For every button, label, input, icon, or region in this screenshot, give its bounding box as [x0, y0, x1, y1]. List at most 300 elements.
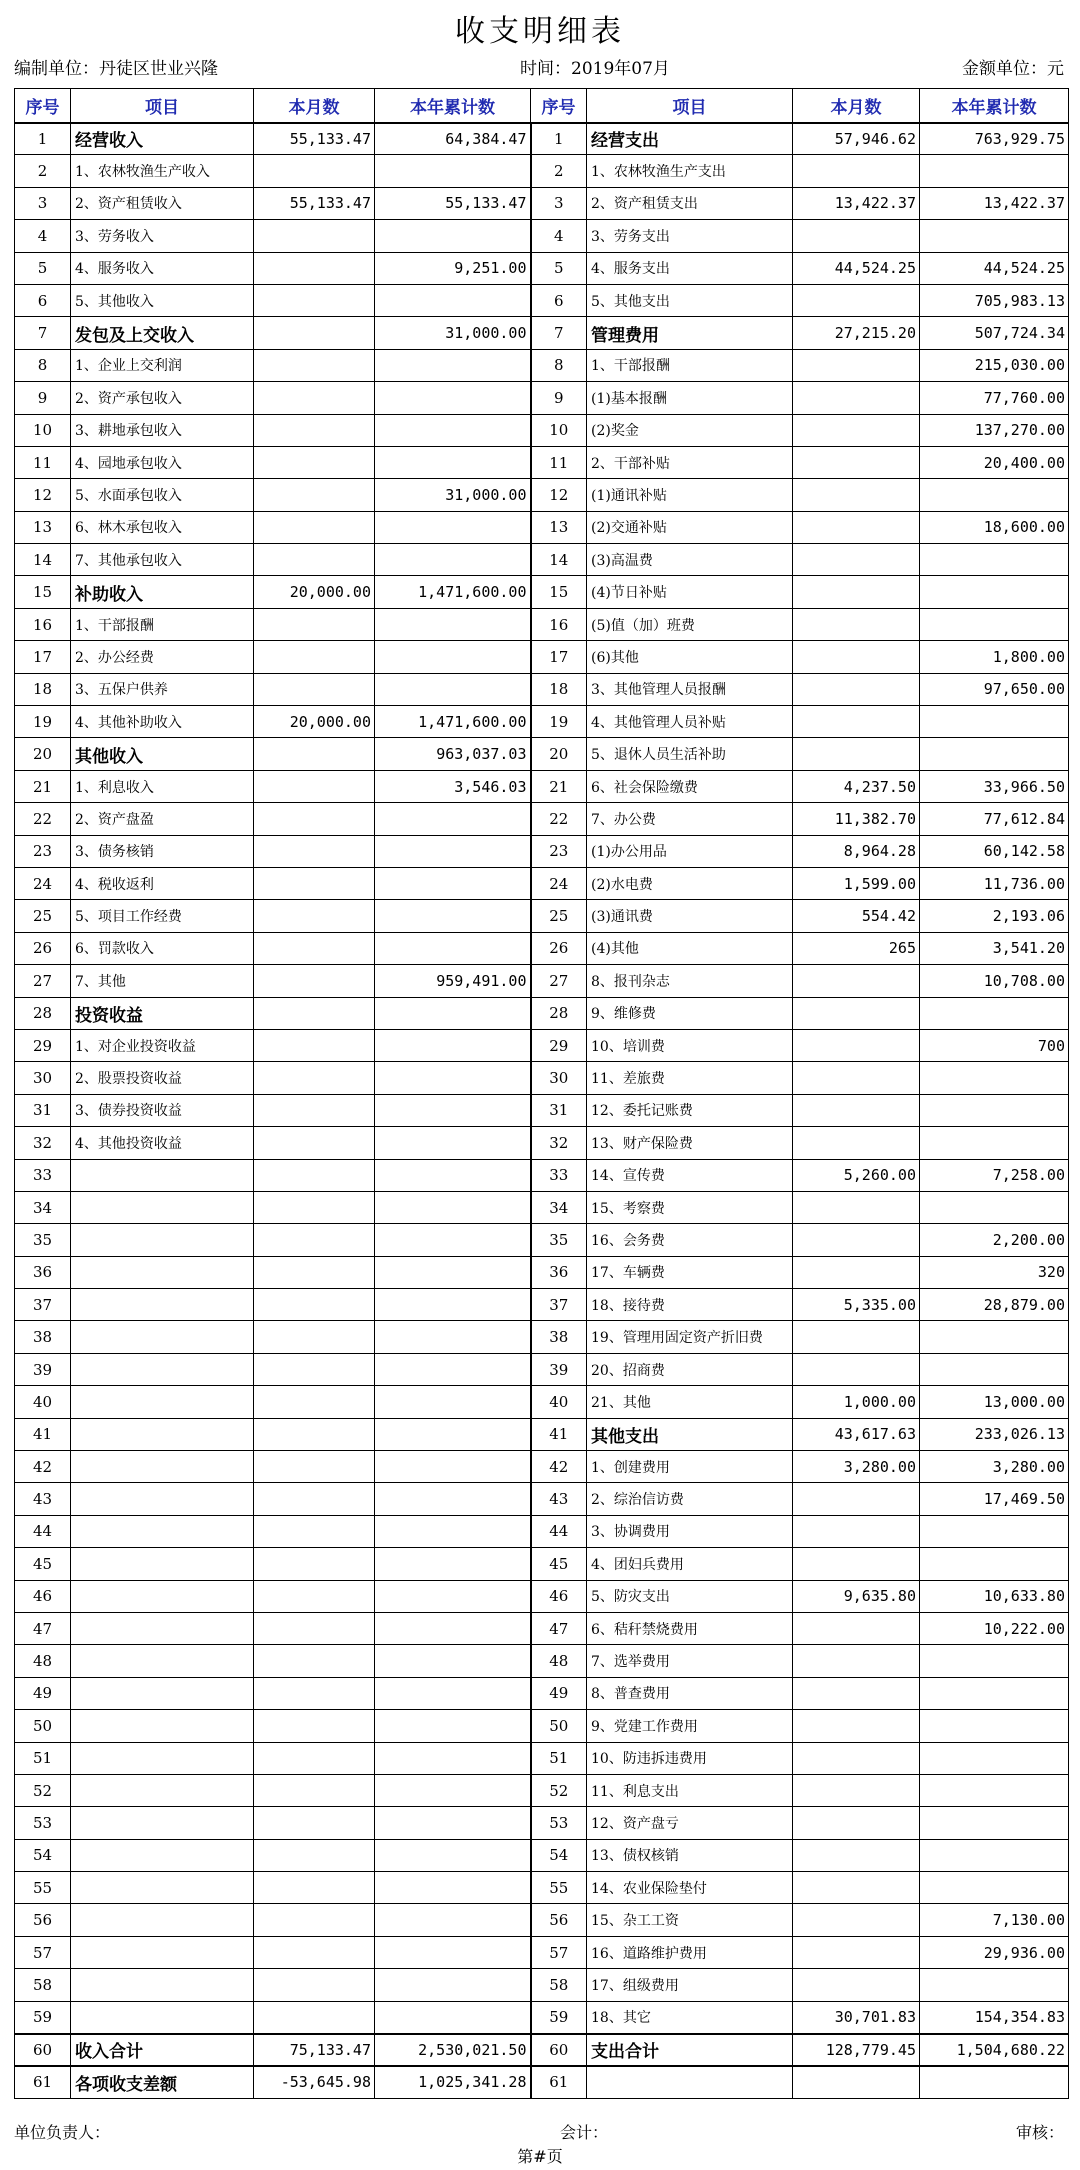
- item-right: (6)其他: [587, 641, 793, 673]
- row-number-right: 3: [531, 187, 587, 219]
- month-amount-left: [254, 414, 375, 446]
- month-amount-left: [254, 738, 375, 770]
- item-left: 3、耕地承包收入: [71, 414, 254, 446]
- month-amount-right: [793, 220, 920, 252]
- month-amount-left: [254, 1612, 375, 1644]
- row-number-left: 41: [15, 1418, 71, 1450]
- reviewer-label: 审核：: [1015, 2123, 1064, 2142]
- month-amount-left: [254, 1127, 375, 1159]
- table-row: [15, 1580, 1069, 1612]
- ytd-amount-left: 963,037.03: [375, 738, 531, 770]
- item-left: [71, 1159, 254, 1191]
- ytd-amount-right: 10,633.80: [920, 1580, 1069, 1612]
- item-left: 4、园地承包收入: [71, 446, 254, 478]
- row-number-right: 41: [531, 1418, 587, 1450]
- item-left: [71, 1191, 254, 1223]
- col-header-right-month: 本月数: [793, 89, 920, 123]
- table-row: [15, 349, 1069, 381]
- ytd-amount-right: [920, 155, 1069, 187]
- month-amount-left: [254, 1483, 375, 1515]
- row-number-right: 22: [531, 803, 587, 835]
- month-amount-right: [793, 1710, 920, 1742]
- item-left: 4、服务收入: [71, 252, 254, 284]
- row-number-right: 7: [531, 317, 587, 349]
- month-amount-right: [793, 1872, 920, 1904]
- item-right: 15、考察费: [587, 1191, 793, 1223]
- item-left: 5、项目工作经费: [71, 900, 254, 932]
- item-left: 2、股票投资收益: [71, 1062, 254, 1094]
- row-number-right: 14: [531, 544, 587, 576]
- ytd-amount-right: [920, 1774, 1069, 1806]
- month-amount-right: 57,946.62: [793, 123, 920, 155]
- col-header-left-ytd: 本年累计数: [375, 89, 531, 123]
- month-amount-right: [793, 1677, 920, 1709]
- month-amount-left: [254, 382, 375, 414]
- table-row: [15, 1289, 1069, 1321]
- item-right: 18、其它: [587, 2001, 793, 2033]
- item-left: 3、五保户供养: [71, 673, 254, 705]
- item-left: [71, 1645, 254, 1677]
- ytd-amount-left: [375, 1451, 531, 1483]
- item-left: [71, 1418, 254, 1450]
- row-number-left: 60: [15, 2034, 71, 2066]
- row-number-right: 32: [531, 1127, 587, 1159]
- row-number-right: 36: [531, 1256, 587, 1288]
- row-number-left: 35: [15, 1224, 71, 1256]
- item-right: 10、防违拆违费用: [587, 1742, 793, 1774]
- item-right: 2、综治信访费: [587, 1483, 793, 1515]
- row-number-right: 8: [531, 349, 587, 381]
- ytd-amount-left: 1,025,341.28: [375, 2066, 531, 2098]
- table-row: [15, 1418, 1069, 1450]
- ytd-amount-right: 705,983.13: [920, 284, 1069, 316]
- ytd-amount-left: [375, 1839, 531, 1871]
- table-row: [15, 446, 1069, 478]
- month-amount-right: [793, 1612, 920, 1644]
- month-amount-left: [254, 252, 375, 284]
- ytd-amount-right: 3,280.00: [920, 1451, 1069, 1483]
- row-number-left: 54: [15, 1839, 71, 1871]
- month-amount-right: [793, 608, 920, 640]
- row-number-right: 51: [531, 1742, 587, 1774]
- item-right: (1)办公用品: [587, 835, 793, 867]
- row-number-left: 3: [15, 187, 71, 219]
- ytd-amount-left: [375, 1256, 531, 1288]
- item-left: [71, 1710, 254, 1742]
- ytd-amount-right: [920, 1127, 1069, 1159]
- row-number-left: 37: [15, 1289, 71, 1321]
- ytd-amount-right: [920, 2066, 1069, 2098]
- item-right: 6、秸秆禁烧费用: [587, 1612, 793, 1644]
- table-row: [15, 511, 1069, 543]
- row-number-right: 38: [531, 1321, 587, 1353]
- month-amount-left: [254, 1580, 375, 1612]
- item-right: 11、差旅费: [587, 1062, 793, 1094]
- month-amount-left: [254, 544, 375, 576]
- table-row: [15, 317, 1069, 349]
- month-amount-left: [254, 479, 375, 511]
- ytd-amount-right: [920, 1677, 1069, 1709]
- item-left: [71, 1677, 254, 1709]
- row-number-left: 34: [15, 1191, 71, 1223]
- table-row: [15, 220, 1069, 252]
- row-number-left: 6: [15, 284, 71, 316]
- row-number-right: 61: [531, 2066, 587, 2098]
- table-row: [15, 770, 1069, 802]
- ytd-amount-right: 97,650.00: [920, 673, 1069, 705]
- row-number-left: 5: [15, 252, 71, 284]
- month-amount-left: [254, 1029, 375, 1061]
- ytd-amount-left: 9,251.00: [375, 252, 531, 284]
- row-number-right: 43: [531, 1483, 587, 1515]
- month-amount-right: [793, 1483, 920, 1515]
- month-amount-right: 30,701.83: [793, 2001, 920, 2033]
- row-number-left: 33: [15, 1159, 71, 1191]
- table-row: [15, 1256, 1069, 1288]
- item-right: 5、防灾支出: [587, 1580, 793, 1612]
- month-amount-left: [254, 1062, 375, 1094]
- ytd-amount-right: [920, 738, 1069, 770]
- month-amount-right: [793, 1127, 920, 1159]
- month-amount-left: [254, 641, 375, 673]
- row-number-right: 49: [531, 1677, 587, 1709]
- row-number-right: 29: [531, 1029, 587, 1061]
- ytd-amount-right: [920, 1742, 1069, 1774]
- row-number-left: 57: [15, 1936, 71, 1968]
- month-amount-left: [254, 1872, 375, 1904]
- item-left: 补助收入: [71, 576, 254, 608]
- item-right: 8、普查费用: [587, 1677, 793, 1709]
- ytd-amount-right: [920, 1645, 1069, 1677]
- month-amount-left: [254, 770, 375, 802]
- month-amount-left: [254, 1321, 375, 1353]
- row-number-left: 45: [15, 1548, 71, 1580]
- month-amount-right: [793, 1742, 920, 1774]
- item-right: 4、其他管理人员补贴: [587, 706, 793, 738]
- row-number-right: 16: [531, 608, 587, 640]
- ytd-amount-left: 31,000.00: [375, 317, 531, 349]
- month-amount-left: [254, 2001, 375, 2033]
- row-number-left: 49: [15, 1677, 71, 1709]
- item-right: (1)通讯补贴: [587, 479, 793, 511]
- item-left: 4、其他投资收益: [71, 1127, 254, 1159]
- table-row: [15, 1872, 1069, 1904]
- month-amount-left: [254, 1774, 375, 1806]
- month-amount-left: [254, 608, 375, 640]
- table-row: [15, 2001, 1069, 2033]
- ytd-amount-left: 2,530,021.50: [375, 2034, 531, 2066]
- ytd-amount-left: [375, 284, 531, 316]
- table-row: [15, 1483, 1069, 1515]
- ytd-amount-right: 154,354.83: [920, 2001, 1069, 2033]
- item-left: 1、利息收入: [71, 770, 254, 802]
- ytd-amount-left: [375, 1969, 531, 2001]
- row-number-left: 50: [15, 1710, 71, 1742]
- ytd-amount-right: [920, 1807, 1069, 1839]
- item-right: (1)基本报酬: [587, 382, 793, 414]
- item-right: 12、委托记账费: [587, 1094, 793, 1126]
- ytd-amount-left: [375, 155, 531, 187]
- row-number-left: 43: [15, 1483, 71, 1515]
- item-left: 7、其他承包收入: [71, 544, 254, 576]
- row-number-left: 42: [15, 1451, 71, 1483]
- page-number: 第#页: [517, 2147, 563, 2166]
- col-header-right-ytd: 本年累计数: [920, 89, 1069, 123]
- ytd-amount-right: 28,879.00: [920, 1289, 1069, 1321]
- month-amount-right: [793, 349, 920, 381]
- item-right: 21、其他: [587, 1386, 793, 1418]
- item-right: 4、团妇兵费用: [587, 1548, 793, 1580]
- table-row: [15, 1742, 1069, 1774]
- month-amount-right: [793, 997, 920, 1029]
- ytd-amount-right: [920, 997, 1069, 1029]
- row-number-left: 32: [15, 1127, 71, 1159]
- ytd-amount-left: [375, 1062, 531, 1094]
- ytd-amount-right: [920, 608, 1069, 640]
- item-right: 14、农业保险垫付: [587, 1872, 793, 1904]
- row-number-right: 45: [531, 1548, 587, 1580]
- table-row: [15, 835, 1069, 867]
- ytd-amount-right: 17,469.50: [920, 1483, 1069, 1515]
- ytd-amount-right: [920, 1062, 1069, 1094]
- month-amount-right: [793, 641, 920, 673]
- month-amount-right: 4,237.50: [793, 770, 920, 802]
- row-number-right: 15: [531, 576, 587, 608]
- item-right: 其他支出: [587, 1418, 793, 1450]
- row-number-left: 38: [15, 1321, 71, 1353]
- row-number-right: 13: [531, 511, 587, 543]
- table-row: [15, 1515, 1069, 1547]
- item-left: 1、企业上交利润: [71, 349, 254, 381]
- row-number-right: 34: [531, 1191, 587, 1223]
- month-amount-right: [793, 1256, 920, 1288]
- month-amount-right: [793, 1353, 920, 1385]
- ytd-amount-right: [920, 1515, 1069, 1547]
- ytd-amount-left: [375, 932, 531, 964]
- responsible-label: 单位负责人：: [14, 2123, 111, 2142]
- item-left: [71, 1839, 254, 1871]
- ytd-amount-right: [920, 1191, 1069, 1223]
- table-row: [15, 1807, 1069, 1839]
- ytd-amount-left: [375, 1774, 531, 1806]
- ytd-amount-right: 44,524.25: [920, 252, 1069, 284]
- ytd-amount-right: [920, 1094, 1069, 1126]
- row-number-right: 50: [531, 1710, 587, 1742]
- ytd-amount-right: [920, 479, 1069, 511]
- item-right: 2、资产租赁支出: [587, 187, 793, 219]
- ytd-amount-right: 7,130.00: [920, 1904, 1069, 1936]
- row-number-left: 13: [15, 511, 71, 543]
- item-right: 2、干部补贴: [587, 446, 793, 478]
- month-amount-right: [793, 1645, 920, 1677]
- month-amount-right: 265: [793, 932, 920, 964]
- month-amount-right: 5,335.00: [793, 1289, 920, 1321]
- ytd-amount-right: [920, 706, 1069, 738]
- month-amount-right: [793, 2066, 920, 2098]
- table-row: [15, 1321, 1069, 1353]
- ytd-amount-right: 13,000.00: [920, 1386, 1069, 1418]
- month-amount-left: [254, 1936, 375, 1968]
- month-amount-right: 3,280.00: [793, 1451, 920, 1483]
- ytd-amount-left: [375, 1710, 531, 1742]
- month-amount-right: [793, 284, 920, 316]
- row-number-left: 8: [15, 349, 71, 381]
- ytd-amount-left: [375, 900, 531, 932]
- ytd-amount-right: [920, 1353, 1069, 1385]
- table-row: [15, 1386, 1069, 1418]
- row-number-left: 58: [15, 1969, 71, 2001]
- row-number-right: 60: [531, 2034, 587, 2066]
- ytd-amount-right: [920, 1321, 1069, 1353]
- row-number-right: 21: [531, 770, 587, 802]
- ytd-amount-right: 700: [920, 1029, 1069, 1061]
- item-right: 14、宣传费: [587, 1159, 793, 1191]
- item-right: 7、选举费用: [587, 1645, 793, 1677]
- month-amount-right: [793, 382, 920, 414]
- row-number-right: 42: [531, 1451, 587, 1483]
- item-right: 19、管理用固定资产折旧费: [587, 1321, 793, 1353]
- month-amount-left: [254, 1289, 375, 1321]
- row-number-right: 35: [531, 1224, 587, 1256]
- item-right: 3、其他管理人员报酬: [587, 673, 793, 705]
- item-left: 5、水面承包收入: [71, 479, 254, 511]
- row-number-right: 30: [531, 1062, 587, 1094]
- month-amount-left: [254, 1969, 375, 2001]
- month-amount-left: [254, 965, 375, 997]
- row-number-left: 10: [15, 414, 71, 446]
- row-number-left: 7: [15, 317, 71, 349]
- month-amount-right: [793, 1839, 920, 1871]
- row-number-right: 4: [531, 220, 587, 252]
- ytd-amount-left: [375, 1386, 531, 1418]
- table-row: [15, 1677, 1069, 1709]
- month-amount-right: 9,635.80: [793, 1580, 920, 1612]
- row-number-left: 18: [15, 673, 71, 705]
- item-left: 4、税收返利: [71, 867, 254, 899]
- month-amount-right: [793, 965, 920, 997]
- row-number-right: 59: [531, 2001, 587, 2033]
- item-right: (4)其他: [587, 932, 793, 964]
- row-number-right: 20: [531, 738, 587, 770]
- month-amount-right: [793, 1904, 920, 1936]
- row-number-right: 52: [531, 1774, 587, 1806]
- item-left: [71, 2001, 254, 2033]
- item-right: 9、维修费: [587, 997, 793, 1029]
- ytd-amount-right: 20,400.00: [920, 446, 1069, 478]
- ytd-amount-left: [375, 997, 531, 1029]
- item-left: 其他收入: [71, 738, 254, 770]
- month-amount-left: [254, 997, 375, 1029]
- item-left: [71, 1936, 254, 1968]
- row-number-left: 26: [15, 932, 71, 964]
- month-amount-left: [254, 803, 375, 835]
- row-number-right: 58: [531, 1969, 587, 2001]
- item-right: 5、退休人员生活补助: [587, 738, 793, 770]
- month-amount-right: [793, 673, 920, 705]
- table-row: [15, 252, 1069, 284]
- col-header-left-no: 序号: [15, 89, 71, 123]
- ytd-amount-left: [375, 1418, 531, 1450]
- table-row: [15, 641, 1069, 673]
- month-amount-left: [254, 1677, 375, 1709]
- month-amount-right: 43,617.63: [793, 1418, 920, 1450]
- month-amount-right: [793, 1094, 920, 1126]
- row-number-right: 54: [531, 1839, 587, 1871]
- item-left: [71, 1742, 254, 1774]
- table-row: [15, 1353, 1069, 1385]
- month-amount-left: [254, 1904, 375, 1936]
- month-amount-right: [793, 1774, 920, 1806]
- month-amount-left: [254, 1710, 375, 1742]
- ytd-amount-left: [375, 1483, 531, 1515]
- row-number-right: 12: [531, 479, 587, 511]
- ytd-amount-right: 11,736.00: [920, 867, 1069, 899]
- ytd-amount-left: [375, 1677, 531, 1709]
- row-number-right: 37: [531, 1289, 587, 1321]
- row-number-left: 11: [15, 446, 71, 478]
- ytd-amount-left: [375, 641, 531, 673]
- table-row: [15, 544, 1069, 576]
- month-amount-left: [254, 1256, 375, 1288]
- item-right: 7、办公费: [587, 803, 793, 835]
- ytd-amount-left: [375, 544, 531, 576]
- item-right: 5、其他支出: [587, 284, 793, 316]
- month-amount-left: [254, 1224, 375, 1256]
- table-row: [15, 900, 1069, 932]
- row-number-left: 48: [15, 1645, 71, 1677]
- item-right: (2)交通补贴: [587, 511, 793, 543]
- month-amount-right: 11,382.70: [793, 803, 920, 835]
- item-right: 8、报刊杂志: [587, 965, 793, 997]
- ytd-amount-left: [375, 1094, 531, 1126]
- item-left: [71, 1224, 254, 1256]
- row-number-right: 33: [531, 1159, 587, 1191]
- item-right: [587, 2066, 793, 2098]
- item-left: [71, 1386, 254, 1418]
- item-left: 发包及上交收入: [71, 317, 254, 349]
- row-number-left: 47: [15, 1612, 71, 1644]
- month-amount-left: 20,000.00: [254, 576, 375, 608]
- table-row: [15, 2034, 1069, 2066]
- table-row: [15, 1127, 1069, 1159]
- item-left: 3、劳务收入: [71, 220, 254, 252]
- item-left: 4、其他补助收入: [71, 706, 254, 738]
- row-number-right: 39: [531, 1353, 587, 1385]
- table-row: [15, 1548, 1069, 1580]
- ytd-amount-left: [375, 1515, 531, 1547]
- item-left: [71, 1548, 254, 1580]
- row-number-right: 2: [531, 155, 587, 187]
- item-left: 1、对企业投资收益: [71, 1029, 254, 1061]
- month-amount-left: [254, 511, 375, 543]
- month-amount-left: [254, 155, 375, 187]
- table-row: [15, 706, 1069, 738]
- month-amount-left: [254, 1451, 375, 1483]
- month-amount-left: [254, 284, 375, 316]
- table-row: [15, 803, 1069, 835]
- row-number-right: 31: [531, 1094, 587, 1126]
- item-left: [71, 1321, 254, 1353]
- row-number-right: 17: [531, 641, 587, 673]
- month-amount-right: [793, 576, 920, 608]
- month-amount-right: [793, 479, 920, 511]
- item-left: [71, 1256, 254, 1288]
- row-number-left: 4: [15, 220, 71, 252]
- month-amount-left: [254, 835, 375, 867]
- row-number-left: 44: [15, 1515, 71, 1547]
- row-number-left: 53: [15, 1807, 71, 1839]
- row-number-right: 10: [531, 414, 587, 446]
